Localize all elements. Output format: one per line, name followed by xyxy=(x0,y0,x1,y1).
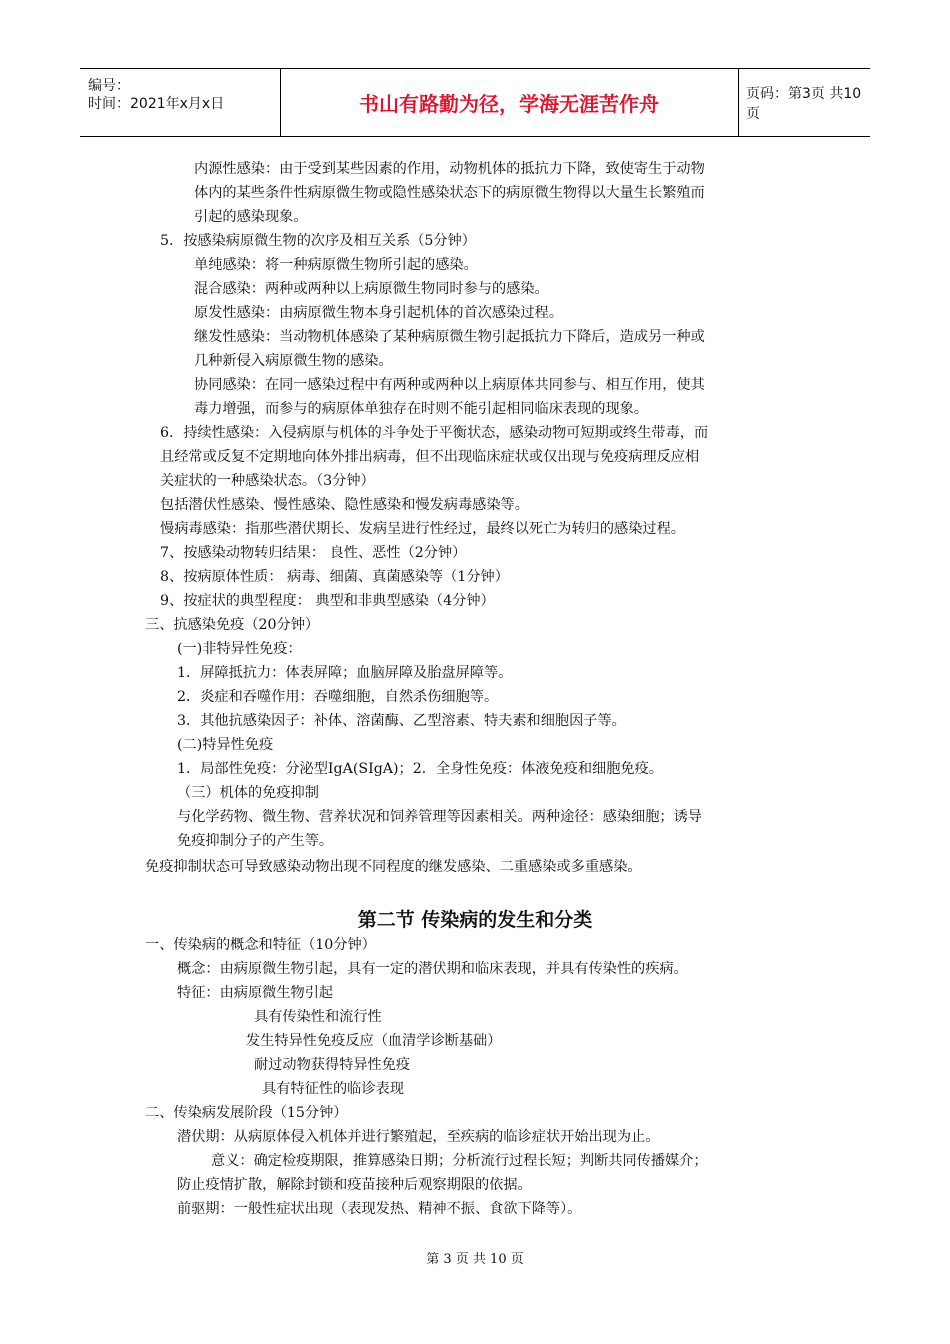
text-line: 具有传染性和流行性 xyxy=(254,1009,382,1025)
number-label: 编号： xyxy=(88,78,130,94)
text-line: 意义：确定检疫期限，推算感染日期；分析流行过程长短；判断共同传播媒介； xyxy=(211,1153,708,1169)
text-line: 三、抗感染免疫（20分钟） xyxy=(145,617,320,633)
text-line: 关症状的一种感染状态。（3分钟） xyxy=(160,473,375,489)
text-line: 包括潜伏性感染、慢性感染、隐性感染和慢发病毒感染等。 xyxy=(160,497,529,513)
text-line: 9、按症状的典型程度： 典型和非典型感染（4分钟） xyxy=(160,593,495,609)
text-line: 与化学药物、微生物、营养状况和饲养管理等因素相关。两种途径：感染细胞；诱导 xyxy=(177,809,702,825)
text-line: 3．其他抗感染因子：补体、溶菌酶、乙型溶素、特夫素和细胞因子等。 xyxy=(177,713,626,729)
text-line: 混合感染：两种或两种以上病原微生物同时参与的感染。 xyxy=(194,281,549,297)
header-meta xyxy=(80,69,281,136)
page-header xyxy=(80,68,870,137)
text-line: 6．持续性感染：入侵病原与机体的斗争处于平衡状态，感染动物可短期或终生带毒，而 xyxy=(160,425,709,441)
text-line: 具有特征性的临诊表现 xyxy=(262,1081,404,1097)
text-line: 慢病毒感染：指那些潜伏期长、发病呈进行性经过，最终以死亡为转归的感染过程。 xyxy=(160,521,685,537)
text-line: 1．局部性免疫：分泌型IgA(SIgA)；2．全身性免疫：体液免疫和细胞免疫。 xyxy=(177,761,663,777)
text-line: 继发性感染：当动物机体感染了某种病原微生物引起抵抗力下降后，造成另一种或 xyxy=(194,329,705,345)
text-line: 特征：由病原微生物引起 xyxy=(177,985,334,1001)
header-motto: 书山有路勤为径，学海无涯苦作舟 xyxy=(280,69,739,136)
text-line: 免疫抑制分子的产生等。 xyxy=(177,833,334,849)
text-line: 免疫抑制状态可导致感染动物出现不同程度的继发感染、二重感染或多重感染。 xyxy=(145,859,642,875)
text-line: 8、按病原体性质： 病毒、细菌、真菌感染等（1分钟） xyxy=(160,569,509,585)
text-line: 内源性感染：由于受到某些因素的作用，动物机体的抵抗力下降，致使寄生于动物 xyxy=(194,161,705,177)
text-line: 1．屏障抵抗力：体表屏障；血脑屏障及胎盘屏障等。 xyxy=(177,665,513,681)
text-line: 前驱期：一般性症状出现（表现发热、精神不振、食欲下降等）。 xyxy=(177,1201,582,1217)
text-line: 二、传染病发展阶段（15分钟） xyxy=(145,1105,348,1121)
text-line: 毒力增强，而参与的病原体单独存在时则不能引起相同临床表现的现象。 xyxy=(194,401,649,417)
text-line: 防止疫情扩散，解除封锁和疫苗接种后观察期限的依据。 xyxy=(177,1177,532,1193)
text-line: 体内的某些条件性病原微生物或隐性感染状态下的病原微生物得以大量生长繁殖而 xyxy=(194,185,705,201)
page-footer: 第 3 页 共 10 页 xyxy=(426,1252,524,1267)
text-line: 协同感染：在同一感染过程中有两种或两种以上病原体共同参与、相互作用，使其 xyxy=(194,377,705,393)
text-line: 2．炎症和吞噬作用：吞噬细胞，自然杀伤细胞等。 xyxy=(177,689,499,705)
section-title: 第二节 传染病的发生和分类 xyxy=(357,909,593,931)
text-line: 且经常或反复不定期地向体外排出病毒，但不出现临床症状或仅出现与免疫病理反应相 xyxy=(160,449,700,465)
text-line: (二)特异性免疫 xyxy=(177,737,274,753)
time-label: 时间：2021年x月x日 xyxy=(88,96,225,112)
text-line: 一、传染病的概念和特征（10分钟） xyxy=(145,937,376,953)
text-line: 5．按感染病原微生物的次序及相互关系（5分钟） xyxy=(160,233,476,249)
text-line: 潜伏期：从病原体侵入机体并进行繁殖起，至疾病的临诊症状开始出现为止。 xyxy=(177,1129,660,1145)
text-line: 概念：由病原微生物引起，具有一定的潜伏期和临床表现，并具有传染性的疾病。 xyxy=(177,961,688,977)
text-line: 引起的感染现象。 xyxy=(194,209,308,225)
header-page-label: 页码：第3页 共10页 xyxy=(746,85,862,122)
text-line: 几种新侵入病原微生物的感染。 xyxy=(194,353,393,369)
text-line: （三）机体的免疫抑制 xyxy=(177,785,319,801)
text-line: 发生特异性免疫反应（血清学诊断基础） xyxy=(246,1033,502,1049)
text-line: 7、按感染动物转归结果： 良性、恶性（2分钟） xyxy=(160,545,467,561)
text-line: 耐过动物获得特异性免疫 xyxy=(254,1057,411,1073)
text-line: 原发性感染：由病原微生物本身引起机体的首次感染过程。 xyxy=(194,305,563,321)
text-line: 单纯感染：将一种病原微生物所引起的感染。 xyxy=(194,257,478,273)
text-line: (一)非特异性免疫： xyxy=(177,641,302,657)
